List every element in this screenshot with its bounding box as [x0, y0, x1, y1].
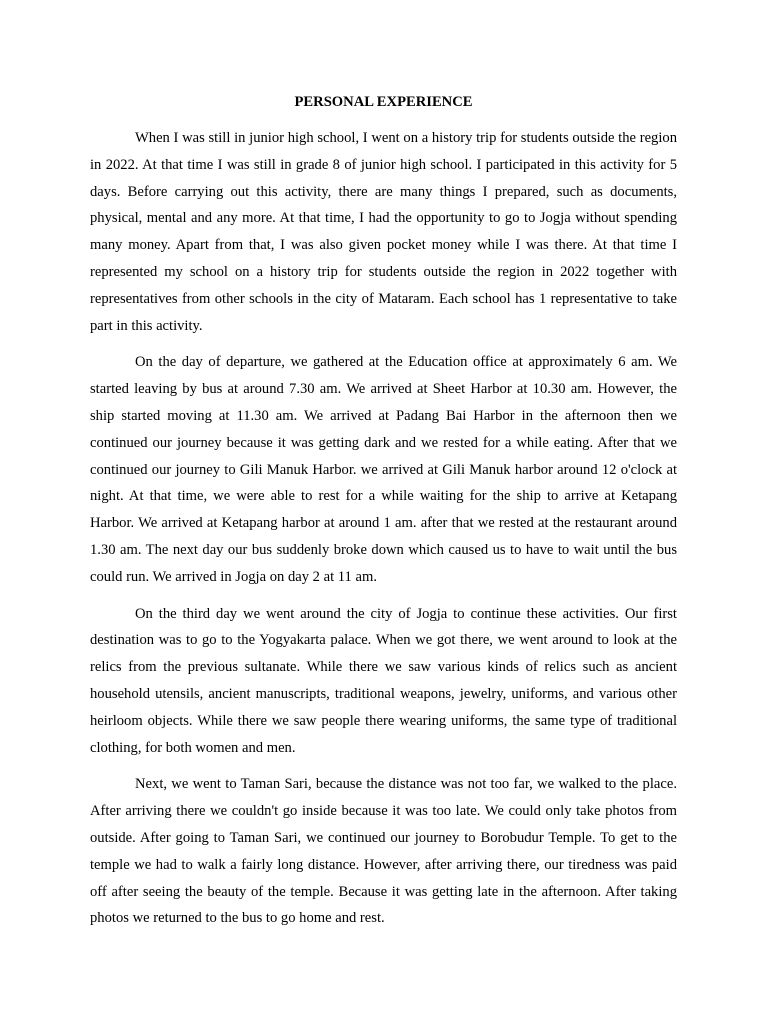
paragraph-taman-sari-borobudur: Next, we went to Taman Sari, because the distance was not too far, we walked to the place. After arriving there we couldn't go inside because it was too late. We could only take photos from outside. After going to Taman Sari, we continued our journey to Borobudur Temple. To get to the temple we had to walk a fairly long distance. However, after arriving there, our tiredness was paid off after seeing the beauty of the temple. Because it was getting late in the afternoon. After taking photos we returned to the bus to go home and rest. [90, 776, 677, 927]
paragraph-departure: On the day of departure, we gathered at the Education office at approximately 6 am. We started leaving by bus at around 7.30 am. We arrived at Sheet Harbor at 10.30 am. However, the ship started moving at 11.30 am. We arrived at Padang Bai Harbor in the afternoon then we continued our journey because it was getting dark and we rested for a while eating. After that we continued our journey to Gili Manuk Harbor. we arrived at Gili Manuk harbor around 12 o'clock at night. At that time, we were able to rest for a while waiting for the ship to arrive at Ketapang Harbor. We arrived at Ketapang harbor at around 1 am. after that we rested at the restaurant around 1.30 am. The next day our bus suddenly broke down which caused us to have to wait until the bus could run. We arrived in Jogja on day 2 at 11 am. [90, 354, 677, 585]
paragraph-jogja-palace: On the third day we went around the city of Jogja to continue these activities. Our first destination was to go to the Yogyakarta palace. When we got there, we went around to look at the relics from the previous sultanate. While there we saw various kinds of relics such as ancient household utensils, ancient manuscripts, traditional weapons, jewelry, uniforms, and various other heirloom objects. While there we saw people there wearing uniforms, the same type of traditional clothing, for both women and men. [90, 605, 677, 756]
document-title: PERSONAL EXPERIENCE [294, 94, 473, 110]
document-body [90, 93, 677, 942]
paragraph-intro: When I was still in junior high school, I went on a history trip for students outside the region in 2022. At that time I was still in grade 8 of junior high school. I participated in this activity for 5 days. Before carrying out this activity, there are many things I prepared, such as documents, physical, mental and any more. At that time, I had the opportunity to go to Jogja without spending many money. Apart from that, I was also given pocket money while I was there. At that time I represented my school on a history trip for students outside the region in 2022 together with representatives from other schools in the city of Mataram. Each school has 1 representative to take part in this activity. [90, 130, 677, 334]
